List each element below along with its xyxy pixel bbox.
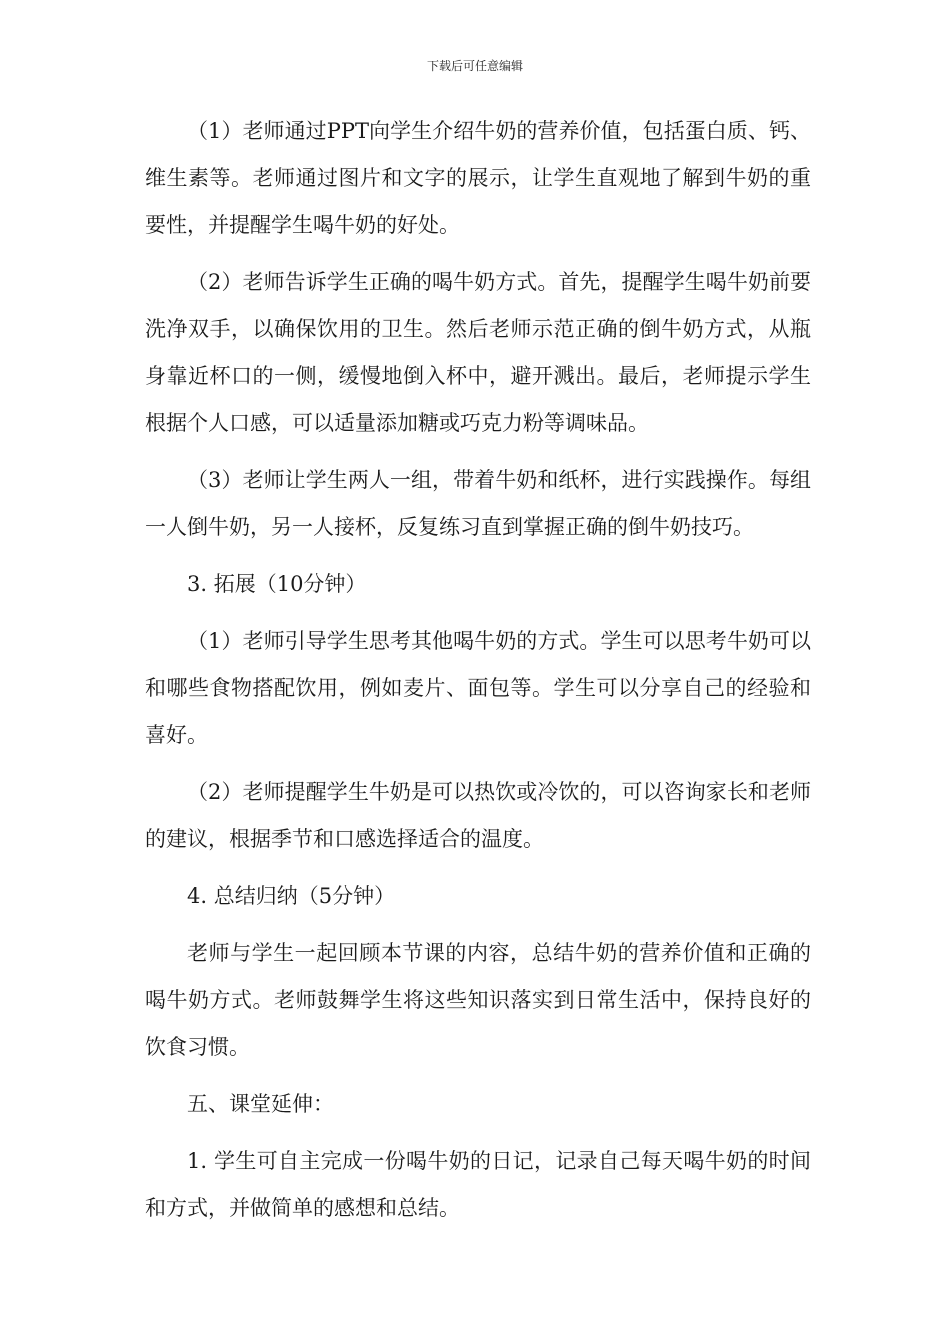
paragraph-1: （1）老师通过PPT向学生介绍牛奶的营养价值，包括蛋白质、钙、维生素等。老师通过图片和文字的展示，让学生直观地了解到牛奶的重要性，并提醒学生喝牛奶的好处。	[145, 119, 811, 237]
page-header: 下载后可任意编辑	[426, 59, 523, 73]
section-heading-extension: 3. 拓展（10分钟）	[187, 572, 367, 596]
paragraph-4: （1）老师引导学生思考其他喝牛奶的方式。学生可以思考牛奶可以和哪些食物搭配饮用，例如麦片、面包等。学生可以分享自己的经验和喜好。	[145, 629, 811, 747]
paragraph-2: （2）老师告诉学生正确的喝牛奶方式。首先，提醒学生喝牛奶前要洗净双手，以确保饮用的卫生。然后老师示范正确的倒牛奶方式，从瓶身靠近杯口的一侧，缓慢地倒入杯中，避开溅出。最后，老师提示学生根据个人口感，可以适量添加糖或巧克力粉等调味品。	[145, 270, 811, 435]
document-body	[145, 108, 811, 1242]
section-heading-summary: 4. 总结归纳（5分钟）	[187, 884, 396, 908]
section-heading-classroom-extension: 五、课堂延伸：	[187, 1092, 334, 1116]
paragraph-5: （2）老师提醒学生牛奶是可以热饮或冷饮的，可以咨询家长和老师的建议，根据季节和口感选择适合的温度。	[145, 780, 811, 851]
paragraph-6: 老师与学生一起回顾本节课的内容，总结牛奶的营养价值和正确的喝牛奶方式。老师鼓舞学生将这些知识落实到日常生活中，保持良好的饮食习惯。	[145, 941, 811, 1059]
paragraph-7: 1. 学生可自主完成一份喝牛奶的日记，记录自己每天喝牛奶的时间和方式，并做简单的感想和总结。	[145, 1149, 811, 1220]
paragraph-3: （3）老师让学生两人一组，带着牛奶和纸杯，进行实践操作。每组一人倒牛奶，另一人接杯，反复练习直到掌握正确的倒牛奶技巧。	[145, 468, 811, 539]
